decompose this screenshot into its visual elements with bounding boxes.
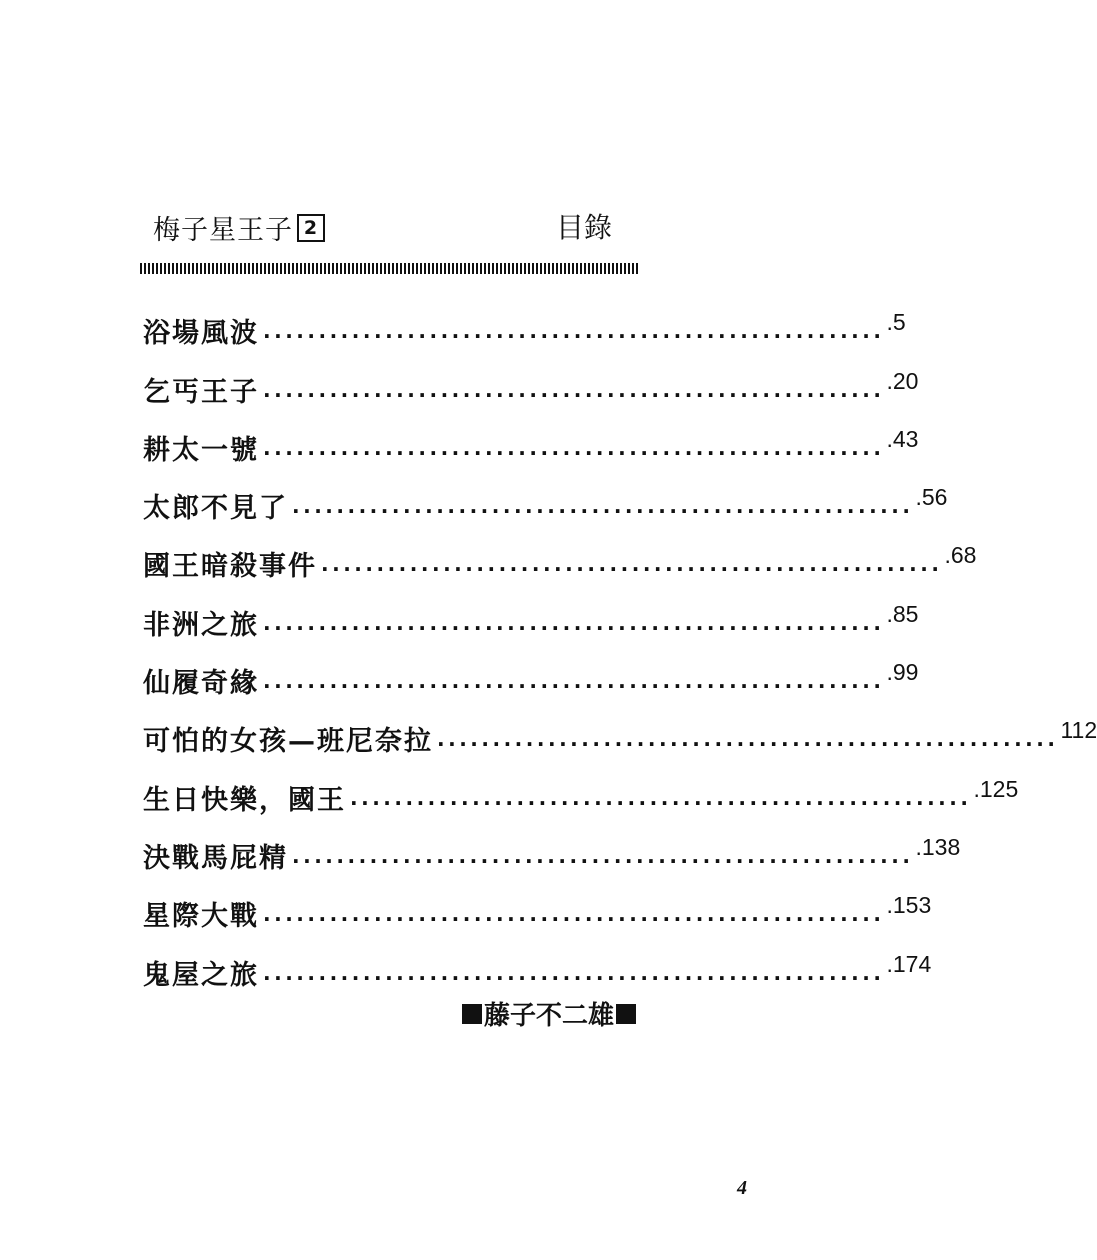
toc-entry [143,467,948,525]
toc-entry [143,875,932,933]
toc-entry-title: 太郎不見了 [143,493,288,525]
toc-leader-dots: ························································ [263,907,885,932]
toc-leader-dots: ························································ [321,557,943,582]
book-title-text: 梅子星王子 [153,215,293,246]
toc-entry [143,409,919,467]
toc-entry-page: .85 [886,600,919,627]
toc-entry-page: .99 [886,659,919,686]
black-square-icon [616,1004,636,1024]
toc-leader-dots: ························································ [437,732,1059,757]
toc-entry-title: 仙履奇緣 [143,668,259,700]
toc-entry [143,350,919,408]
toc-entry-title: 乞丐王子 [143,376,259,408]
toc-heading: 目錄 [556,211,613,244]
toc-entry-page: .138 [915,833,961,860]
toc-entry-title: 耕太一號 [143,434,259,466]
toc-leader-dots: ························································ [350,790,972,815]
toc-entry-page: .125 [973,775,1019,802]
toc-leader-dots: ························································ [263,674,885,699]
toc-entry-title: 非洲之旅 [143,609,259,641]
toc-leader-dots: ························································ [263,615,885,640]
toc-leader-dots: ························································ [263,324,885,349]
toc-entry [143,583,919,641]
toc-leader-dots: ························································ [263,440,885,465]
toc-entry-page: .43 [886,425,919,452]
toc-leader-dots: ························································ [292,499,914,524]
toc-entry-page: .174 [886,950,932,977]
toc-entry [143,933,932,991]
toc-entry-title: 決戰馬屁精 [143,842,288,874]
toc-entry [143,817,961,875]
toc-entry-title: 生日快樂，國王 [143,784,346,816]
toc-entry-title: 鬼屋之旅 [143,959,259,991]
header-divider [140,263,638,274]
toc-entry-page: 112 [1060,717,1097,744]
toc-entry-page: .20 [886,367,919,394]
toc-entry-page: .68 [944,542,977,569]
toc-entry-page: .153 [886,892,932,919]
toc-entry-page: .5 [886,309,906,336]
toc-leader-dots: ························································ [263,382,885,407]
toc-entry-title: 浴場風波 [143,318,259,350]
author-credit [460,995,638,1032]
toc-entry-title: 星際大戰 [143,901,259,933]
book-title [153,208,325,247]
black-square-icon [462,1004,482,1024]
toc-entry [143,292,906,350]
toc-entry-title: 國王暗殺事件 [143,551,317,583]
toc-entry [143,700,1097,758]
toc-entry-page: .56 [915,484,948,511]
toc-entry [143,758,1019,816]
toc-entry [143,525,977,583]
toc-leader-dots: ························································ [263,965,885,990]
author-name: 藤子不二雄 [483,1001,614,1031]
toc-entry [143,642,919,700]
toc-list [143,292,1097,992]
volume-badge: 2 [297,214,325,242]
toc-entry-title: 可怕的女孩—班尼奈拉 [143,726,433,758]
toc-leader-dots: ························································ [292,848,914,873]
page-number: 4 [737,1177,747,1199]
